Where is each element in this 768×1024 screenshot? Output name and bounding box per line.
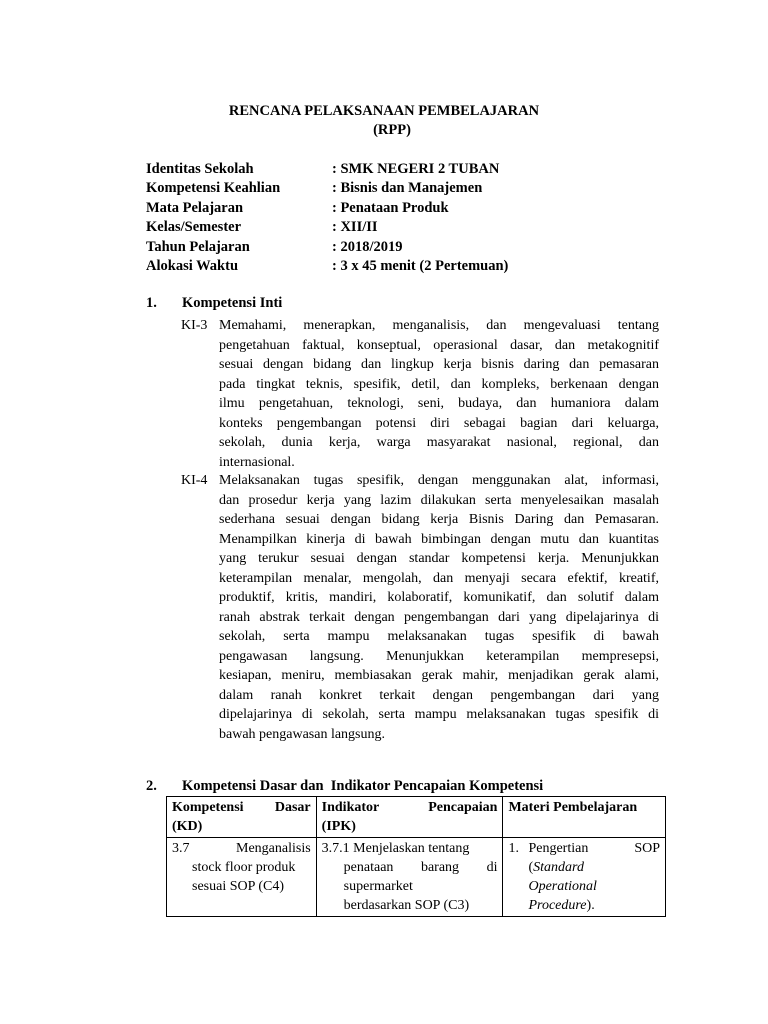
text-line: konteks pengembangan potensi diri sebagai bagian dari keluarga,: [219, 415, 659, 431]
document-title: RENCANA PELAKSANAAN PEMBELAJARAN: [228, 103, 540, 119]
text-line: kesiapan, meniru, membiasakan gerak mahir, menjadikan gerak alami,: [219, 668, 659, 683]
materi-text: SOP: [634, 841, 660, 856]
header-text: Indikator: [321, 800, 380, 815]
text-line: sekolah, dunia kerja, warga masyarakat nasional, regional, dan: [219, 435, 659, 450]
text-line: dan prosedur kerja yang lazim dilakukan serta menyelesaikan masalah: [219, 492, 659, 508]
ipk-text: penataan barang di: [343, 860, 498, 875]
cell-materi: [503, 838, 666, 917]
identity-label: Alokasi Waktu: [146, 257, 239, 274]
text-line: dipelajarinya di sekolah, serta mampu melaksanakan tugas spesifik di: [219, 707, 659, 722]
materi-text-italic: Operational: [528, 879, 597, 894]
identity-row: [146, 218, 508, 237]
identity-label: Tahun Pelajaran: [146, 238, 250, 255]
text-line: produktif, kritis, mandiri, kolaboratif, komunikatif, dan solutif dalam: [219, 590, 659, 605]
identity-value: : XII/II: [332, 219, 378, 236]
text-line: sesuai dengan bidang dan lingkup kerja bisnis daring dan pemasaran: [219, 357, 659, 372]
ki-4-text: [219, 471, 659, 744]
text-line: internasional.: [219, 454, 295, 470]
identity-label: Kompetensi Keahlian: [146, 180, 281, 197]
identity-row: [146, 160, 508, 179]
materi-line: [508, 858, 660, 877]
identity-row: [146, 199, 508, 218]
text-line: yang terukur sesuai dengan standar kompetensi kerja. Menunjukkan: [219, 551, 659, 566]
materi-number: 1.: [508, 841, 519, 856]
materi-text-italic: Standard: [533, 860, 584, 875]
materi-text: (: [528, 860, 534, 875]
header-text: (KD): [172, 819, 203, 834]
identity-block: [146, 160, 508, 276]
header-ipk: [316, 797, 503, 838]
ki-code: KI-4: [181, 473, 208, 488]
kd-number: 3.7: [172, 841, 190, 856]
kd-text: stock floor produk: [192, 860, 296, 875]
identity-row: [146, 238, 508, 257]
cell-ipk: [316, 838, 503, 917]
header-text: Materi Pembelajaran: [508, 800, 638, 815]
text-line: Menampilkan kinerja di bawah bimbingan dengan mutu dan kuantitas: [219, 531, 659, 547]
header-text: Dasar: [274, 800, 311, 815]
section-heading-kompetensi-inti: [146, 294, 282, 313]
identity-value: : Penataan Produk: [332, 199, 449, 216]
identity-value: : 3 x 45 menit (2 Pertemuan): [332, 257, 509, 274]
section-number: 2.: [146, 778, 157, 794]
text-line: keterampilan menalar, mengolah, dan menyaji secara efektif, kreatif,: [219, 570, 659, 586]
materi-text: Pengertian: [528, 841, 589, 856]
section-number: 1.: [146, 295, 157, 311]
materi-text-italic: Procedure: [528, 898, 587, 913]
text-line: dalam ranah konkret terkait dengan pengembangan dari yang: [219, 687, 659, 703]
cell-kd: [167, 838, 317, 917]
identity-label: Kelas/Semester: [146, 219, 242, 236]
section-title: Kompetensi Dasar dan Indikator Pencapaian Kompetensi: [182, 778, 544, 794]
header-text: Kompetensi: [172, 800, 244, 815]
text-line: ranah abstrak terkait dengan pengembangan dari yang dipelajarinya di: [219, 609, 659, 625]
header-materi: [503, 797, 666, 838]
header-text: Pencapaian: [428, 800, 498, 815]
ipk-text: supermarket: [343, 879, 413, 894]
materi-text: ).: [586, 898, 595, 913]
kd-text: sesuai SOP (C4): [192, 879, 285, 894]
text-line: pengetahuan faktual, konseptual, operasional dasar, dan metakognitif: [219, 337, 659, 353]
table-header-row: [167, 797, 666, 838]
identity-row: [146, 257, 508, 276]
ki-3-text: [219, 316, 659, 472]
identity-value: : SMK NEGERI 2 TUBAN: [332, 161, 500, 177]
ipk-text: 3.7.1 Menjelaskan tentang: [321, 841, 470, 856]
kd-text: Menganalisis: [236, 841, 311, 856]
text-line: pengawasan langsung. Menunjukkan keterampilan mempresepsi,: [219, 648, 659, 664]
identity-label: Mata Pelajaran: [146, 199, 244, 216]
text-line: sekolah, serta mampu melaksanakan tugas spesifik di bawah: [219, 629, 659, 644]
table-row: [167, 838, 666, 917]
text-line: Memahami, menerapkan, menganalisis, dan mengevaluasi tentang: [219, 318, 659, 333]
header-text: (IPK): [321, 819, 356, 834]
text-line: pada tingkat teknis, spesifik, detil, dan kompleks, berkenaan dengan: [219, 376, 659, 392]
section-heading-kompetensi-dasar: [146, 777, 543, 796]
kd-ipk-table: [166, 796, 666, 917]
identity-label: Identitas Sekolah: [146, 161, 254, 177]
section-title: Kompetensi Inti: [182, 295, 283, 311]
ipk-text: berdasarkan SOP (C3): [343, 898, 470, 913]
document-subtitle: (RPP): [373, 122, 411, 138]
identity-value: : Bisnis dan Manajemen: [332, 180, 483, 197]
materi-line: [508, 877, 660, 896]
materi-line: [508, 896, 660, 915]
header-kd: [167, 797, 317, 838]
identity-value: : 2018/2019: [332, 238, 403, 255]
identity-row: [146, 179, 508, 198]
ki-code: KI-3: [181, 318, 208, 333]
text-line: Melaksanakan tugas spesifik, dengan menggunakan alat, informasi,: [219, 473, 659, 488]
text-line: bawah pengawasan langsung.: [219, 726, 386, 742]
text-line: ilmu pengetahuan, teknologi, seni, budaya, dan humaniora dalam: [219, 396, 659, 411]
text-line: sederhana sesuai dengan bidang kerja Bisnis Daring dan Pemasaran.: [219, 512, 659, 527]
